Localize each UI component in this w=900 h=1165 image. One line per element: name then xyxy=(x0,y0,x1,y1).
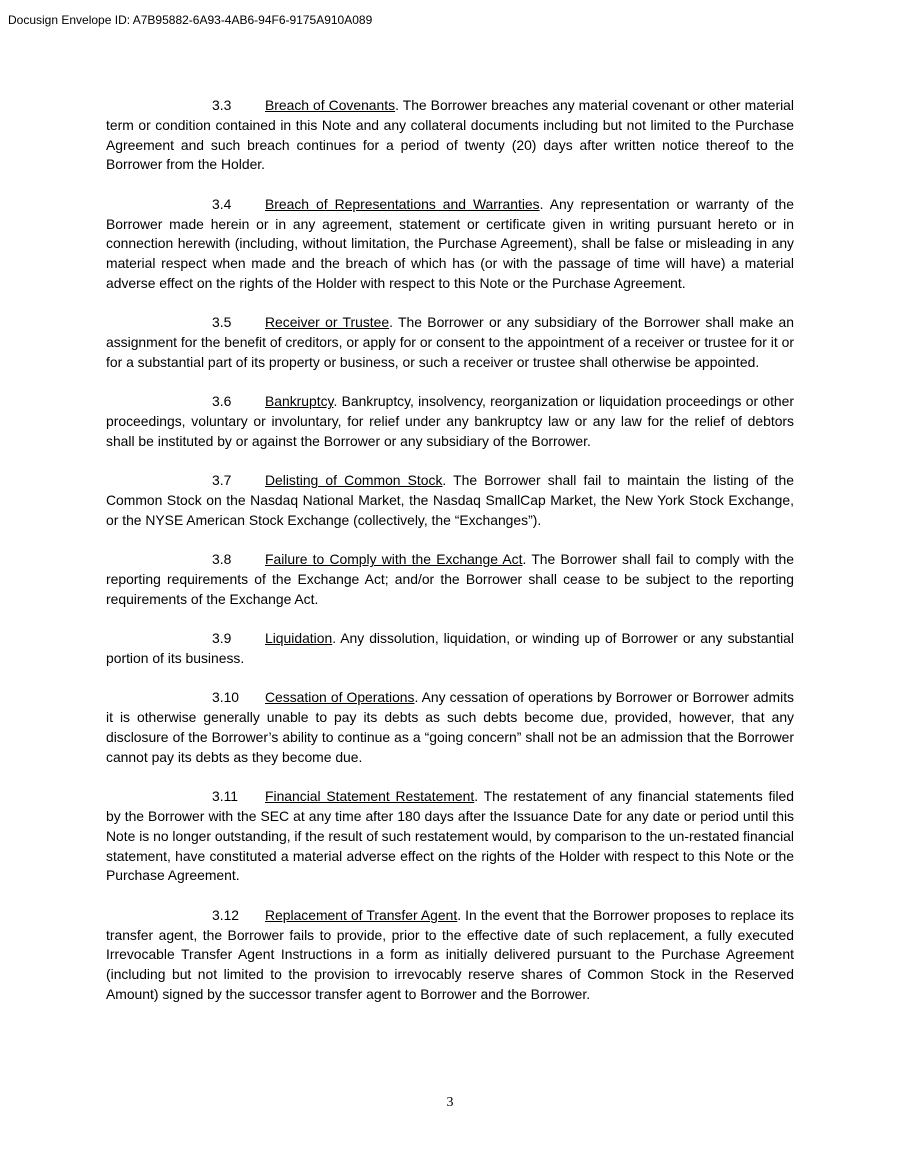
section-number: 3.9 xyxy=(212,630,232,647)
envelope-id: Docusign Envelope ID: A7B95882-6A93-4AB6-94F6-9175A910A089 xyxy=(8,13,373,27)
section-heading: Delisting of Common Stock xyxy=(265,472,443,489)
section-text: . The Borrower shall fail to comply with the reporting requirements of the Exchange Act; and/or the Borrower shall cease to be subject to the reporting requirements of the Exchange Act. xyxy=(106,551,794,607)
section-text: . Any dissolution, liquidation, or winding up of Borrower or any substantial portion of its business. xyxy=(106,630,794,667)
section-text: . The Borrower or any subsidiary of the Borrower shall make an assignment for the benefit of creditors, or apply for or consent to the appointment of a receiver or trustee for it or for a substantial part of its property or business, or such a receiver or trustee shall otherwise be appointed. xyxy=(106,314,794,370)
section-number: 3.8 xyxy=(212,551,232,568)
section-3-7 xyxy=(106,471,794,530)
section-text: . Any cessation of operations by Borrower or Borrower admits it is otherwise generally unable to pay its debts as such debts become due, provided, however, that any disclosure of the Borrower’s ability to continue as a “going concern” shall not be an admission that the Borrower cannot pay its debts as they become due. xyxy=(106,689,794,765)
section-3-3 xyxy=(106,96,794,175)
document-body xyxy=(106,96,794,1024)
section-heading: Failure to Comply with the Exchange Act xyxy=(265,551,523,568)
page-number: 3 xyxy=(446,1095,454,1110)
section-heading: Liquidation xyxy=(265,630,333,647)
section-text: . The restatement of any financial statements filed by the Borrower with the SEC at any time after 180 days after the Issuance Date for any date or period until this Note is no longer outstanding, if the result of such restatement would, by comparison to the un-restated financial statement, have constituted a material adverse effect on the rights of the Holder with respect to this Note or the Purchase Agreement. xyxy=(106,788,794,884)
section-text: . Bankruptcy, insolvency, reorganization or liquidation proceedings or other proceedings, voluntary or involuntary, for relief under any bankruptcy law or any law for the relief of debtors shall be instituted by or against the Borrower or any subsidiary of the Borrower. xyxy=(106,393,794,449)
section-heading: Breach of Covenants xyxy=(265,97,396,113)
section-text: . In the event that the Borrower proposes to replace its transfer agent, the Borrower fails to provide, prior to the effective date of such replacement, a fully executed Irrevocable Transfer Agent Instructions in a form as initially delivered pursuant to the Purchase Agreement (including but not limited to the provision to irrevocably reserve shares of Common Stock in the Reserved Amount) signed by the successor transfer agent to Borrower and the Borrower. xyxy=(106,906,794,1003)
section-3-10 xyxy=(106,688,794,767)
section-text: . The Borrower breaches any material covenant or other material term or condition contained in this Note and any collateral documents including but not limited to the Purchase Agreement and such breach continues for a period of twenty (20) days after written notice thereof to the Borrower from the Holder. xyxy=(106,97,794,173)
section-heading: Receiver or Trustee xyxy=(265,314,390,331)
section-3-11 xyxy=(106,787,794,886)
section-3-8 xyxy=(106,550,794,609)
section-3-12 xyxy=(106,906,794,1005)
section-number: 3.7 xyxy=(212,472,232,489)
section-3-6 xyxy=(106,392,794,451)
section-heading: Cessation of Operations xyxy=(265,689,415,706)
section-3-9 xyxy=(106,629,794,669)
section-number: 3.10 xyxy=(212,689,240,706)
section-heading: Breach of Representations and Warranties xyxy=(265,195,540,212)
section-number: 3.12 xyxy=(212,906,240,923)
section-3-5 xyxy=(106,313,794,372)
section-text: . The Borrower shall fail to maintain the listing of the Common Stock on the Nasdaq National Market, the Nasdaq SmallCap Market, the New York Stock Exchange, or the NYSE American Stock Exchange (collectively, the “Exchanges”). xyxy=(106,472,794,528)
section-heading: Financial Statement Restatement xyxy=(265,788,475,805)
section-number: 3.3 xyxy=(212,97,232,113)
section-number: 3.6 xyxy=(212,393,232,410)
section-heading: Bankruptcy xyxy=(265,393,334,410)
section-text: . Any representation or warranty of the Borrower made herein or in any agreement, statement or certificate given in writing pursuant hereto or in connection herewith (including, without limitation, the Purchase Agreement), shall be false or misleading in any material respect when made and the breach of which has (or with the passage of time will have) a material adverse effect on the rights of the Holder with respect to this Note or the Purchase Agreement. xyxy=(106,195,794,291)
section-number: 3.11 xyxy=(212,788,239,805)
section-number: 3.5 xyxy=(212,314,232,331)
section-heading: Replacement of Transfer Agent xyxy=(265,906,458,923)
section-3-4 xyxy=(106,195,794,294)
section-number: 3.4 xyxy=(212,195,232,212)
